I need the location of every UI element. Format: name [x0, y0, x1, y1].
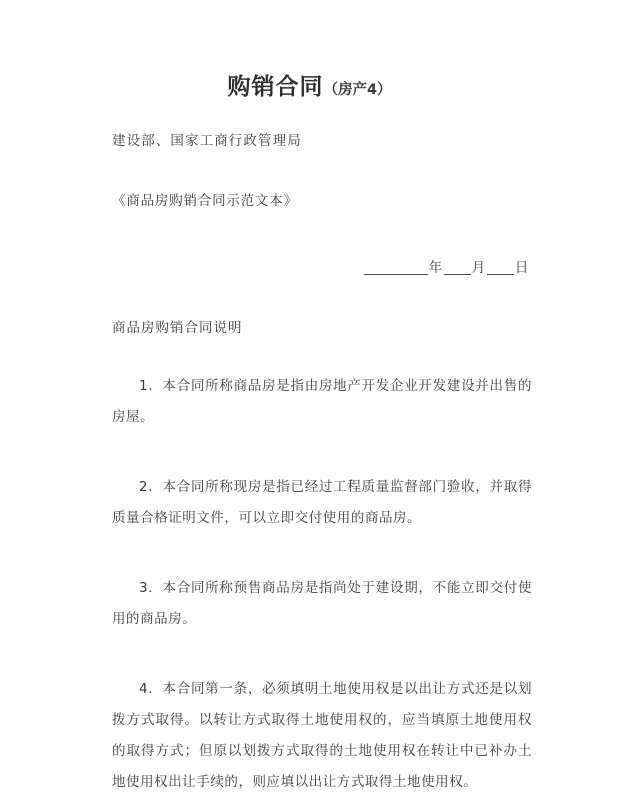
clause-list — [112, 371, 532, 798]
date-year-blank — [364, 274, 428, 275]
page-title — [0, 68, 619, 101]
date-day-unit: 日 — [514, 260, 529, 276]
clause-item: 4．本合同第一条，必须填明土地使用权是以出让方式还是以划拨方式取得。以转让方式取得土地使用权的，应当填原土地使用权的取得方式；但原以划拨方式取得的土地使用权在转让中已补办土地使用权出让手续的，则应填以出让方式取得土地使用权。 — [112, 681, 532, 790]
date-line — [112, 256, 530, 276]
model-text-name: 《商品房购销合同示范文本》 — [112, 193, 298, 209]
date-month-unit: 月 — [471, 260, 486, 276]
section-heading: 商品房购销合同说明 — [112, 320, 243, 336]
date-day-blank — [487, 274, 514, 275]
date-month-blank — [444, 274, 471, 275]
clause-item: 2．本合同所称现房是指已经过工程质量监督部门验收，并取得质量合格证明文件，可以立即交付使用的商品房。 — [112, 479, 532, 526]
issuing-authority: 建设部、国家工商行政管理局 — [112, 133, 302, 149]
date-year-unit: 年 — [428, 260, 443, 276]
clause-item: 1．本合同所称商品房是指由房地产开发企业开发建设并出售的房屋。 — [112, 378, 532, 425]
page-title-subtitle: （房产4） — [323, 82, 392, 98]
clause-item: 3．本合同所称预售商品房是指尚处于建设期，不能立即交付使用的商品房。 — [112, 580, 532, 627]
page-title-main: 购销合同 — [227, 74, 324, 100]
